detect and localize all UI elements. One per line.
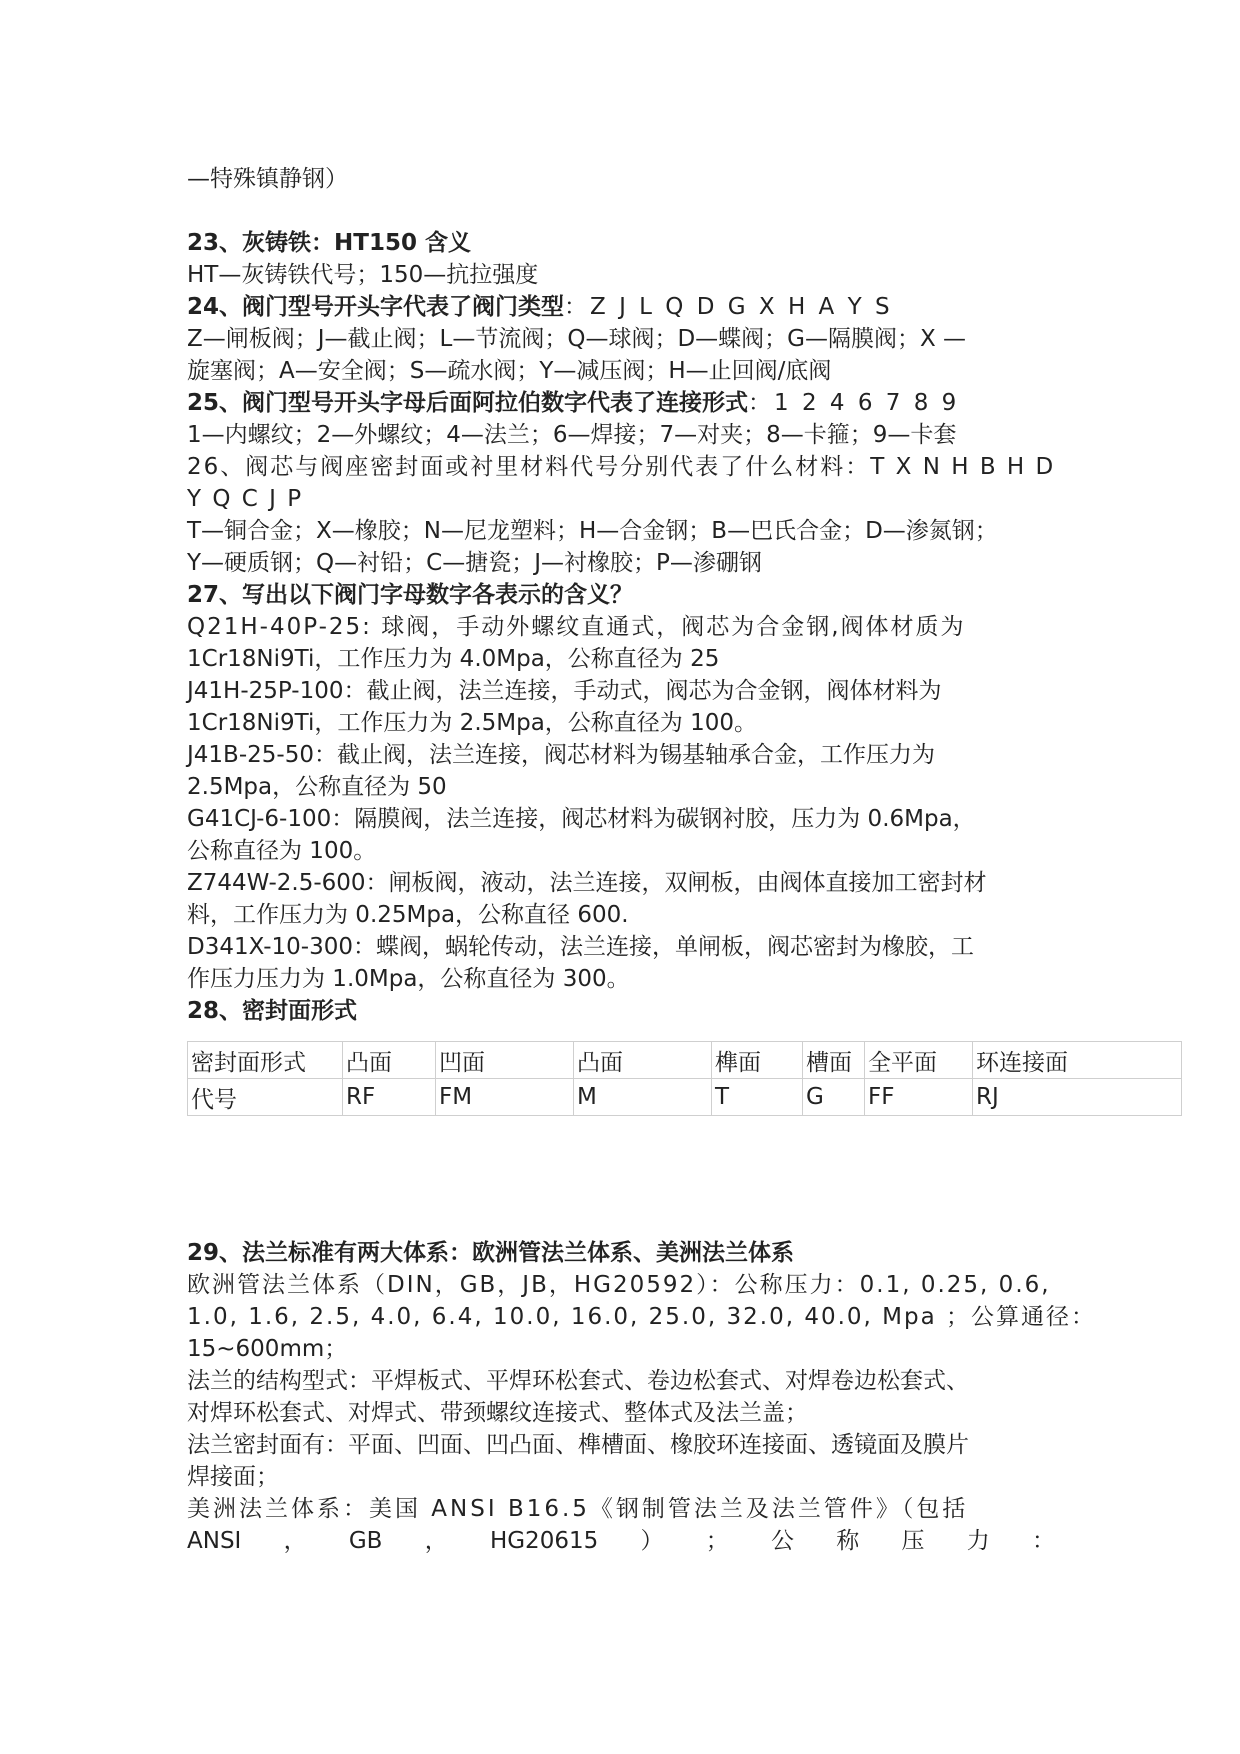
table-cell: 环连接面 <box>973 1042 1182 1079</box>
justified-word: 称 <box>836 1528 860 1554</box>
section-28-title: 28、密封面形式 <box>187 998 358 1024</box>
section-27-item-3b: 2.5Mpa，公称直径为 50 <box>187 774 447 800</box>
section-25-body: 1—内螺纹；2—外螺纹；4—法兰；6—焊接；7—对夹；8—卡箍；9—卡套 <box>187 422 957 448</box>
section-27-title: 27、写出以下阀门字母数字各表示的含义？ <box>187 582 634 608</box>
section-24-body-2: 旋塞阀；A—安全阀；S—疏水阀；Y—减压阀；H—止回阀/底阀 <box>187 358 832 384</box>
section-25-title: 25、阀门型号开头字母后面阿拉伯数字代表了连接形式 <box>187 390 749 416</box>
section-26-title-2: Y Q C J P <box>187 486 304 512</box>
section-27-item-4a: G41CJ-6-100：隔膜阀，法兰连接，阀芯材料为碳钢衬胶，压力为 0.6Mpa， <box>187 806 976 832</box>
section-27-item-2a: J41H-25P-100：截止阀，法兰连接，手动式，阀芯为合金钢，阀体材料为 <box>187 678 942 704</box>
section-25-codes: ：1 2 4 6 7 8 9 <box>748 390 960 416</box>
table-cell: 凸面 <box>343 1042 436 1079</box>
section-24-title: 24、阀门型号开头字代表了阀门类型 <box>187 294 565 320</box>
section-27-item-6b: 作压力压力为 1.0Mpa，公称直径为 300。 <box>187 966 630 992</box>
section-26-body-1: T—铜合金；X—橡胶；N—尼龙塑料；H—合金钢；B—巴氏合金；D—渗氮钢； <box>187 518 998 544</box>
section-29-body-4: 法兰的结构型式：平焊板式、平焊环松套式、卷边松套式、对焊卷边松套式、 <box>187 1368 969 1394</box>
section-27-item-3a: J41B-25-50：截止阀，法兰连接，阀芯材料为锡基轴承合金，工作压力为 <box>187 742 935 768</box>
section-27-item-2b: 1Cr18Ni9Ti，工作压力为 2.5Mpa，公称直径为 100。 <box>187 710 758 736</box>
justified-word: ， <box>424 1528 448 1554</box>
table-cell: 全平面 <box>865 1042 973 1079</box>
sealing-face-table <box>187 1041 1182 1116</box>
section-26-title-1: 26、阀芯与阀座密封面或衬里材料代号分别代表了什么材料：T X N H B H D <box>187 454 1056 480</box>
justified-word: 公 <box>770 1528 794 1554</box>
table-row <box>188 1079 1182 1116</box>
justified-word: HG20615 <box>489 1528 599 1554</box>
section-27-item-5b: 料，工作压力为 0.25Mpa，公称直径 600. <box>187 902 629 928</box>
section-27-item-6a: D341X-10-300：蝶阀，蜗轮传动，法兰连接，单闸板，阀芯密封为橡胶，工 <box>187 934 974 960</box>
justified-word: ； <box>705 1528 729 1554</box>
table-cell: 代号 <box>188 1079 343 1116</box>
table-cell: 槽面 <box>803 1042 865 1079</box>
section-29-body-9 <box>187 1525 1055 1557</box>
table-cell: 凸面 <box>574 1042 712 1079</box>
justified-word: ） <box>640 1528 664 1554</box>
table-cell: G <box>803 1079 865 1116</box>
justified-word: ANSI <box>187 1528 242 1554</box>
table-cell: M <box>574 1079 712 1116</box>
table-cell: RJ <box>973 1079 1182 1116</box>
section-26-body-2: Y—硬质钢；Q—衬铅；C—搪瓷；J—衬橡胶；P—渗硼钢 <box>187 550 762 576</box>
table-cell: FF <box>865 1079 973 1116</box>
table-cell: FM <box>436 1079 574 1116</box>
table-cell: T <box>712 1079 803 1116</box>
section-27-item-1b: 1Cr18Ni9Ti，工作压力为 4.0Mpa，公称直径为 25 <box>187 646 720 672</box>
section-24-title-line <box>187 291 893 323</box>
section-29-body-1: 欧洲管法兰体系（DIN，GB，JB，HG20592）：公称压力：0.1, 0.25, 0.6, <box>187 1272 1051 1298</box>
continuation-line: —特殊镇静钢） <box>187 166 348 192</box>
justified-word: ： <box>1031 1528 1055 1554</box>
section-27-item-4b: 公称直径为 100。 <box>187 838 377 864</box>
section-23-body: HT—灰铸铁代号；150—抗拉强度 <box>187 262 539 288</box>
section-27-item-5a: Z744W-2.5-600：闸板阀，液动，法兰连接，双闸板，由阀体直接加工密封材 <box>187 870 987 896</box>
table-cell: 凹面 <box>436 1042 574 1079</box>
section-24-body-1: Z—闸板阀；J—截止阀；L—节流阀；Q—球阀；D—蝶阀；G—隔膜阀；X — <box>187 326 967 352</box>
justified-word: GB <box>348 1528 383 1554</box>
section-25-title-line <box>187 387 959 419</box>
table-cell: RF <box>343 1079 436 1116</box>
section-24-codes: ：Z J L Q D G X H A Y S <box>564 294 893 320</box>
section-27-item-1a: Q21H-40P-25: 球阀，手动外螺纹直通式，阀芯为合金钢,阀体材质为 <box>187 614 966 640</box>
table-cell: 榫面 <box>712 1042 803 1079</box>
section-29-body-7: 焊接面； <box>187 1464 279 1490</box>
section-29-title: 29、法兰标准有两大体系：欧洲管法兰体系、美洲法兰体系 <box>187 1240 795 1266</box>
justified-word: 力 <box>966 1528 990 1554</box>
justified-word: 压 <box>901 1528 925 1554</box>
table-row <box>188 1042 1182 1079</box>
section-29-body-3: 15~600mm； <box>187 1336 348 1362</box>
section-29-body-6: 法兰密封面有：平面、凹面、凹凸面、榫槽面、橡胶环连接面、透镜面及膜片 <box>187 1432 969 1458</box>
justified-word: ， <box>283 1528 307 1554</box>
table-cell: 密封面形式 <box>188 1042 343 1079</box>
section-29-body-8: 美洲法兰体系：美国 ANSI B16.5《钢制管法兰及法兰管件》（包括 <box>187 1496 969 1522</box>
section-29-body-5: 对焊环松套式、对焊式、带颈螺纹连接式、整体式及法兰盖； <box>187 1400 808 1426</box>
section-29-body-2: 1.0, 1.6, 2.5, 4.0, 6.4, 10.0, 16.0, 25.0, 32.0, 40.0, Mpa ；公算通径： <box>187 1304 1097 1330</box>
section-23-title: 23、灰铸铁：HT150 含义 <box>187 230 471 256</box>
